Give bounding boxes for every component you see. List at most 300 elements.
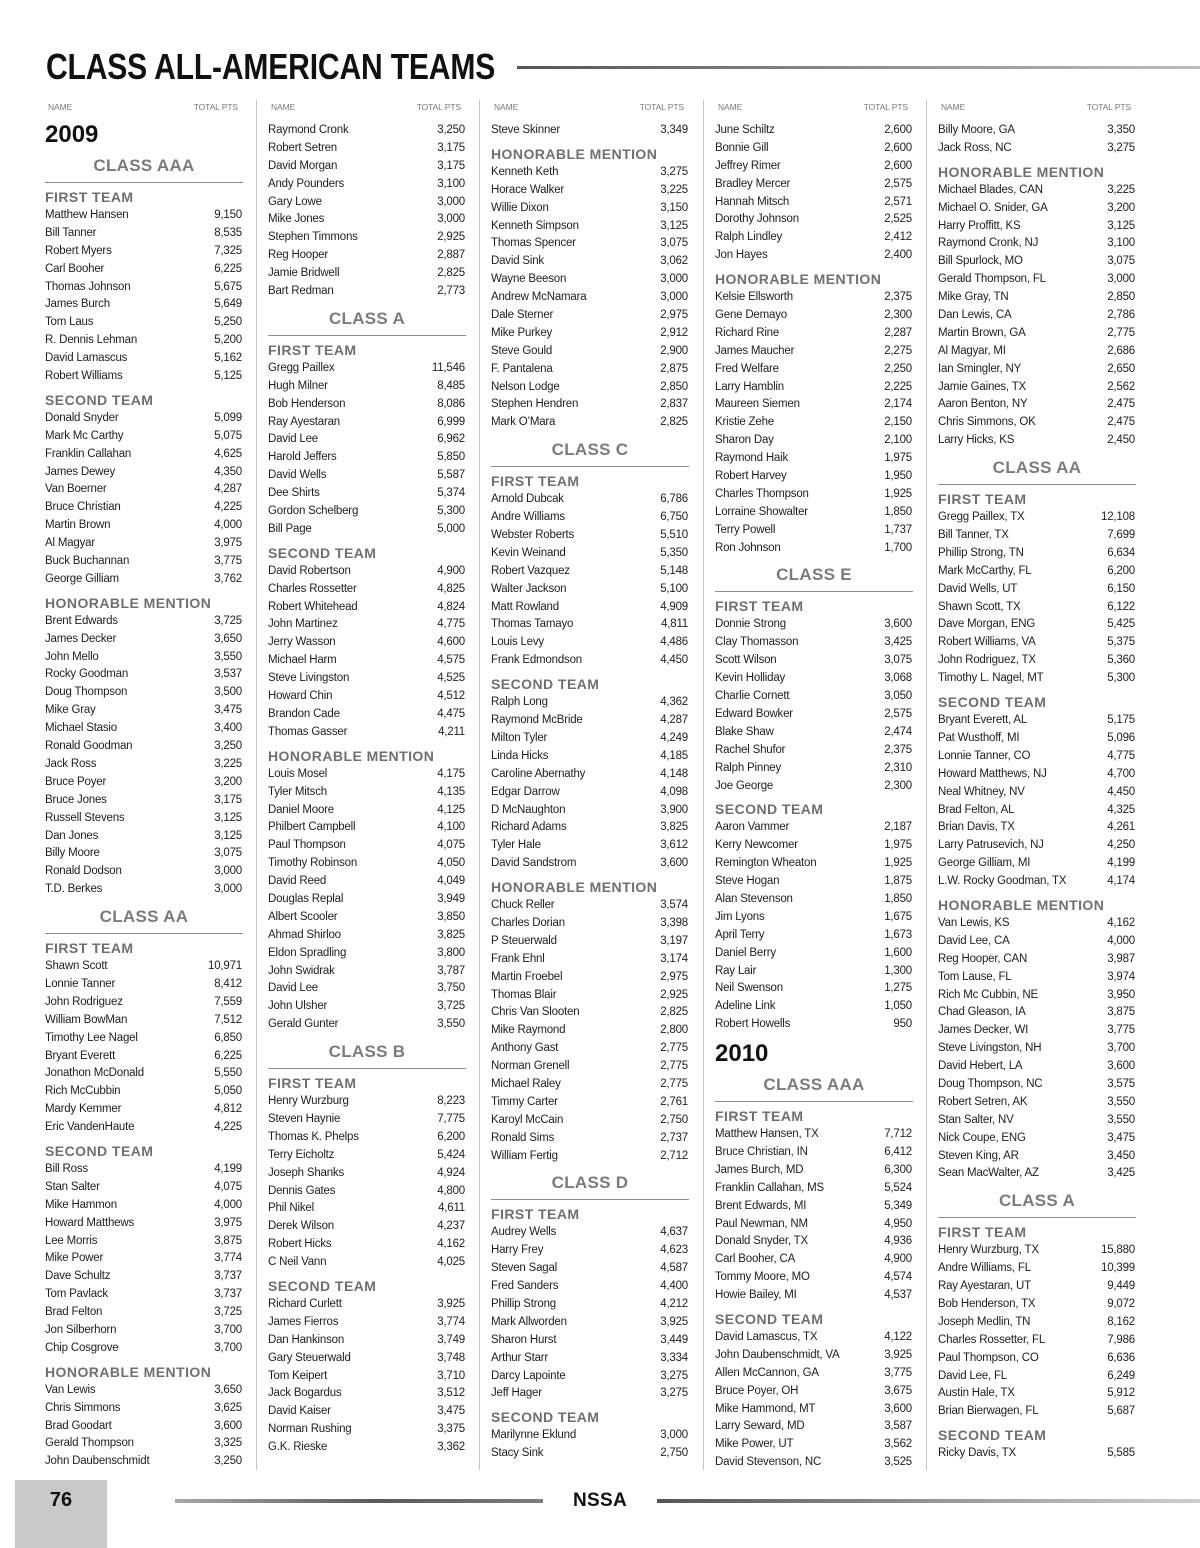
shooter-name: Michael Raley	[491, 1077, 561, 1090]
shooter-name: Raymond McBride	[491, 714, 583, 727]
total-points: 4,162	[437, 1238, 465, 1251]
shooter-name: Paul Thompson	[268, 839, 346, 852]
result-row	[938, 563, 1136, 581]
shooter-name: Doug Thompson	[45, 686, 128, 699]
shooter-name: Michael Harm	[268, 654, 337, 667]
result-row	[268, 855, 466, 873]
shooter-name: Jonathon McDonald	[45, 1067, 144, 1080]
result-row	[268, 1296, 466, 1314]
shooter-name: Arthur Starr	[491, 1351, 549, 1364]
shooter-name: Robert Harvey	[715, 470, 787, 483]
result-row	[45, 845, 243, 863]
shooter-name: Van Lewis	[45, 1383, 96, 1396]
result-row	[268, 766, 466, 784]
total-points: 4,199	[214, 1162, 242, 1175]
result-row	[45, 828, 243, 846]
shooter-name: Gary Lowe	[268, 195, 322, 208]
shooter-name: Donald Snyder	[45, 411, 119, 424]
result-row	[938, 616, 1136, 634]
shooter-name: F. Pantalena	[491, 362, 553, 375]
total-points: 7,325	[214, 244, 242, 257]
result-row	[938, 289, 1136, 307]
result-row	[268, 1200, 466, 1218]
total-points: 2,300	[884, 779, 912, 792]
shooter-name: Van Lewis, KS	[938, 916, 1010, 929]
shooter-name: Brent Edwards	[45, 614, 118, 627]
total-points: 4,075	[437, 839, 465, 852]
result-row	[45, 1161, 243, 1179]
shooter-name: Michael O. Snider, GA	[938, 201, 1048, 214]
result-row	[491, 694, 689, 712]
shooter-name: Eric VandenHaute	[45, 1121, 135, 1134]
shooter-name: Robert Vazquez	[491, 564, 570, 577]
result-row	[491, 379, 689, 397]
total-points: 3,400	[214, 722, 242, 735]
shooter-name: Ronald Sims	[491, 1131, 554, 1144]
result-row	[491, 802, 689, 820]
shooter-name: Harry Proffitt, KS	[938, 219, 1021, 232]
result-row	[268, 706, 466, 724]
result-row	[491, 218, 689, 236]
result-row	[491, 1242, 689, 1260]
total-points: 3,350	[1107, 124, 1135, 136]
shooter-name: James Burch	[45, 298, 110, 311]
result-row	[491, 987, 689, 1005]
result-row	[938, 509, 1136, 527]
total-points: 3,275	[660, 165, 688, 178]
total-points: 3,197	[660, 934, 688, 947]
total-points: 5,125	[214, 370, 242, 383]
result-row	[491, 200, 689, 218]
shooter-name: Chad Gleason, IA	[938, 1006, 1026, 1019]
team-heading: HONORABLE MENTION	[45, 1363, 212, 1380]
result-row	[938, 343, 1136, 361]
shooter-name: Mike Gray, TN	[938, 291, 1009, 304]
total-points: 3,450	[1107, 1149, 1135, 1162]
total-points: 4,162	[1107, 916, 1135, 929]
shooter-name: Brian Bierwagen, FL	[938, 1405, 1039, 1418]
result-row	[715, 1016, 913, 1034]
result-row	[45, 1233, 243, 1251]
column-3	[491, 100, 689, 1463]
total-points: 3,425	[884, 636, 912, 649]
shooter-name: Andre Williams	[491, 511, 565, 524]
shooter-name: G.K. Rieske	[268, 1441, 328, 1454]
shooter-name: Edward Bowker	[715, 707, 793, 720]
result-row	[715, 1198, 913, 1216]
total-points: 3,600	[660, 857, 688, 870]
result-row	[715, 706, 913, 724]
team-heading: SECOND TEAM	[268, 1277, 377, 1294]
total-points: 2,775	[660, 1060, 688, 1073]
shooter-name: Brad Felton	[45, 1306, 103, 1319]
shooter-name: Larry Hicks, KS	[938, 434, 1015, 447]
total-points: 4,824	[437, 600, 465, 613]
shooter-name: Lonnie Tanner, CO	[938, 749, 1031, 762]
total-points: 3,125	[1107, 219, 1135, 232]
total-points: 2,887	[437, 249, 465, 262]
total-points: 8,223	[437, 1095, 465, 1108]
result-row	[491, 784, 689, 802]
shooter-name: Carl Booher	[45, 262, 105, 275]
shooter-name: Doug Thompson, NC	[938, 1077, 1043, 1090]
result-row	[268, 909, 466, 927]
shooter-name: Ralph Pinney	[715, 761, 782, 774]
total-points: 3,775	[1107, 1024, 1135, 1037]
total-points: 4,574	[884, 1271, 912, 1284]
total-points: 3,000	[660, 273, 688, 286]
shooter-name: Douglas Replal	[268, 892, 344, 905]
shooter-name: Bill Tanner, TX	[938, 529, 1009, 542]
total-points: 1,975	[884, 839, 912, 852]
shooter-name: Gregg Paillex, TX	[938, 511, 1025, 524]
column-header	[715, 100, 913, 114]
total-points: 3,250	[214, 740, 242, 753]
total-points: 8,535	[214, 226, 242, 239]
result-row	[938, 140, 1136, 158]
result-row	[491, 1112, 689, 1130]
result-row	[715, 616, 913, 634]
result-row	[268, 927, 466, 945]
result-row	[268, 1254, 466, 1272]
total-points: 3,575	[1107, 1077, 1135, 1090]
total-points: 5,300	[1107, 672, 1135, 685]
total-points: 4,148	[660, 767, 688, 780]
result-row	[491, 289, 689, 307]
points-column-label: TOTAL PTS	[1086, 102, 1131, 112]
page-number: 76	[49, 1489, 73, 1511]
shooter-name: Gerald Thompson	[45, 1437, 134, 1450]
column-body	[268, 114, 466, 1457]
shooter-name: Tyler Mitsch	[268, 785, 327, 798]
shooter-name: Bryant Everett	[45, 1049, 116, 1062]
total-points: 5,374	[437, 487, 465, 500]
shooter-name: Wayne Beeson	[491, 273, 567, 286]
shooter-name: Clay Thomasson	[715, 636, 799, 649]
shooter-name: Tommy Moore, MO	[715, 1271, 810, 1284]
result-row	[715, 945, 913, 963]
shooter-name: Gregg Paillex	[268, 361, 335, 374]
result-row	[268, 1165, 466, 1183]
result-row	[938, 379, 1136, 397]
total-points: 4,287	[214, 483, 242, 496]
total-points: 4,775	[1107, 749, 1135, 762]
total-points: 2,800	[660, 1024, 688, 1037]
total-points: 4,625	[214, 447, 242, 460]
result-row	[45, 350, 243, 368]
points-column-label: TOTAL PTS	[416, 102, 461, 112]
shooter-name: Ian Smingler, NY	[938, 362, 1022, 375]
shooter-name: Richard Adams	[491, 821, 567, 834]
result-row	[268, 1236, 466, 1254]
total-points: 3,625	[214, 1401, 242, 1414]
total-points: 2,686	[1107, 344, 1135, 357]
total-points: 3,000	[437, 195, 465, 208]
total-points: 5,162	[214, 352, 242, 365]
result-row	[268, 1314, 466, 1332]
result-row	[268, 599, 466, 617]
column-header	[491, 100, 689, 114]
result-row	[938, 1332, 1136, 1350]
total-points: 5,096	[1107, 731, 1135, 744]
team-heading: SECOND TEAM	[715, 801, 824, 818]
result-row	[268, 1016, 466, 1034]
total-points: 2,775	[1107, 326, 1135, 339]
total-points: 3,200	[214, 775, 242, 788]
shooter-name: George Gilliam	[45, 572, 119, 585]
total-points: 3,975	[214, 537, 242, 550]
total-points: 5,250	[214, 316, 242, 329]
result-row	[938, 1368, 1136, 1386]
total-points: 2,300	[884, 309, 912, 322]
shooter-name: Bill Ross	[45, 1162, 88, 1175]
result-row	[938, 634, 1136, 652]
shooter-name: Neal Whitney, NV	[938, 785, 1025, 798]
result-row	[45, 517, 243, 535]
shooter-name: Tom Pavlack	[45, 1288, 108, 1301]
shooter-name: Dennis Gates	[268, 1184, 336, 1197]
shooter-name: Bryant Everett, AL	[938, 714, 1028, 727]
result-row	[268, 963, 466, 981]
result-row	[715, 450, 913, 468]
result-row	[938, 432, 1136, 450]
shooter-name: William BowMan	[45, 1013, 128, 1026]
shooter-name: Ahmad Shirloo	[268, 928, 341, 941]
total-points: 2,850	[660, 380, 688, 393]
result-row	[715, 1126, 913, 1144]
result-row	[715, 289, 913, 307]
result-row	[491, 1350, 689, 1368]
total-points: 4,211	[438, 725, 465, 738]
shooter-name: Maureen Siemen	[715, 398, 800, 411]
total-points: 2,825	[437, 267, 465, 280]
total-points: 4,600	[437, 636, 465, 649]
shooter-name: Kenneth Keth	[491, 165, 559, 178]
total-points: 2,600	[884, 124, 912, 136]
shooter-name: James Maucher	[715, 344, 795, 357]
result-row	[268, 891, 466, 909]
shooter-name: Steve Hogan	[715, 875, 780, 888]
shooter-name: Phillip Strong	[491, 1297, 556, 1310]
total-points: 3,525	[884, 1456, 912, 1469]
result-row	[715, 1162, 913, 1180]
total-points: 4,812	[214, 1103, 242, 1116]
shooter-name: Edgar Darrow	[491, 785, 560, 798]
result-row	[715, 1365, 913, 1383]
total-points: 3,925	[660, 1315, 688, 1328]
result-row	[491, 563, 689, 581]
total-points: 2,900	[660, 344, 688, 357]
shooter-name: Thomas K. Phelps	[268, 1130, 359, 1143]
shooter-name: Stan Salter	[45, 1180, 100, 1193]
result-row	[715, 396, 913, 414]
total-points: 5,360	[1107, 654, 1135, 667]
shooter-name: Howard Matthews, NJ	[938, 767, 1047, 780]
result-row	[45, 792, 243, 810]
result-row	[491, 652, 689, 670]
total-points: 3,068	[884, 672, 912, 685]
total-points: 4,122	[884, 1330, 912, 1343]
result-row	[715, 760, 913, 778]
result-row	[938, 1403, 1136, 1421]
result-row	[715, 307, 913, 325]
total-points: 3,225	[660, 183, 688, 196]
result-row	[715, 688, 913, 706]
result-row	[938, 235, 1136, 253]
column-body	[938, 114, 1136, 1463]
result-row	[491, 491, 689, 509]
shooter-name: David Lee	[268, 982, 318, 995]
result-row	[938, 1058, 1136, 1076]
total-points: 3,675	[884, 1384, 912, 1397]
result-row	[938, 670, 1136, 688]
result-row	[938, 122, 1136, 140]
result-row	[938, 253, 1136, 271]
shooter-name: Thomas Johnson	[45, 280, 131, 293]
total-points: 4,637	[660, 1226, 688, 1239]
result-row	[45, 1101, 243, 1119]
total-points: 3,737	[214, 1288, 242, 1301]
total-points: 2,474	[884, 725, 912, 738]
column-divider	[703, 100, 704, 1470]
result-row	[715, 837, 913, 855]
total-points: 3,600	[214, 1419, 242, 1432]
shooter-name: Darcy Lapointe	[491, 1369, 566, 1382]
shooter-name: Tom Keipert	[268, 1369, 328, 1382]
total-points: 2,761	[660, 1095, 688, 1108]
total-points: 4,350	[214, 465, 242, 478]
total-points: 4,250	[1107, 839, 1135, 852]
total-points: 3,250	[437, 124, 465, 136]
result-row	[715, 1383, 913, 1401]
total-points: 10,399	[1101, 1262, 1135, 1275]
team-heading: HONORABLE MENTION	[938, 896, 1105, 913]
result-row	[938, 712, 1136, 730]
result-row	[938, 1260, 1136, 1278]
result-row	[938, 545, 1136, 563]
shooter-name: Larry Patrusevich, NJ	[938, 839, 1044, 852]
result-row	[491, 1004, 689, 1022]
shooter-name: Arnold Dubcak	[491, 493, 564, 506]
result-row	[715, 873, 913, 891]
total-points: 1,950	[884, 470, 912, 483]
total-points: 3,349	[660, 124, 688, 136]
result-row	[268, 1385, 466, 1403]
total-points: 2,475	[1107, 416, 1135, 429]
total-points: 3,000	[437, 213, 465, 226]
total-points: 1,850	[884, 505, 912, 518]
total-points: 3,100	[437, 177, 465, 190]
total-points: 3,275	[1107, 141, 1135, 154]
result-row	[268, 1421, 466, 1439]
result-row	[45, 1268, 243, 1286]
result-row	[715, 379, 913, 397]
shooter-name: Robert Setren	[268, 141, 337, 154]
result-row	[45, 1400, 243, 1418]
result-row	[715, 211, 913, 229]
shooter-name: Adeline Link	[715, 1000, 776, 1013]
shooter-name: Bruce Poyer	[45, 775, 107, 788]
result-row	[491, 1076, 689, 1094]
result-row	[491, 182, 689, 200]
total-points: 5,675	[214, 280, 242, 293]
result-row	[268, 1147, 466, 1165]
total-points: 2,400	[884, 249, 912, 262]
total-points: 6,786	[660, 493, 688, 506]
total-points: 4,486	[660, 636, 688, 649]
shooter-name: Robert Williams, VA	[938, 636, 1036, 649]
total-points: 8,485	[437, 379, 465, 392]
title-rule	[517, 66, 1200, 69]
total-points: 6,750	[660, 511, 688, 524]
result-row	[268, 1093, 466, 1111]
shooter-name: Bruce Christian, IN	[715, 1145, 808, 1158]
total-points: 2,100	[884, 434, 912, 447]
shooter-name: Brandon Cade	[268, 707, 340, 720]
result-row	[45, 207, 243, 225]
result-row	[715, 468, 913, 486]
total-points: 4,000	[214, 519, 242, 532]
total-points: 3,650	[214, 1383, 242, 1396]
total-points: 3,750	[437, 982, 465, 995]
shooter-name: Mike Hammond, MT	[715, 1402, 816, 1415]
shooter-name: James Decker, WI	[938, 1024, 1029, 1037]
shooter-name: Andre Williams, FL	[938, 1262, 1031, 1275]
total-points: 7,986	[1107, 1333, 1135, 1346]
result-row	[45, 279, 243, 297]
shooter-name: Webster Roberts	[491, 529, 575, 542]
result-row	[938, 200, 1136, 218]
result-row	[938, 1094, 1136, 1112]
shooter-name: Martin Brown	[45, 519, 111, 532]
total-points: 3,500	[214, 686, 242, 699]
result-row	[491, 527, 689, 545]
shooter-name: Dorothy Johnson	[715, 213, 799, 226]
result-row	[45, 499, 243, 517]
result-row	[715, 1418, 913, 1436]
total-points: 2,225	[884, 380, 912, 393]
shooter-name: Billy Moore	[45, 847, 100, 860]
total-points: 2,773	[437, 285, 465, 298]
total-points: 9,150	[214, 209, 242, 221]
total-points: 2,150	[884, 416, 912, 429]
result-row	[715, 486, 913, 504]
result-row	[491, 1130, 689, 1148]
total-points: 2,750	[660, 1447, 688, 1460]
shooter-name: Stacy Sink	[491, 1447, 544, 1460]
total-points: 3,550	[1107, 1095, 1135, 1108]
team-heading: HONORABLE MENTION	[491, 145, 658, 162]
shooter-name: David Hebert, LA	[938, 1060, 1023, 1073]
result-row	[715, 819, 913, 837]
shooter-name: Timothy Robinson	[268, 857, 358, 870]
total-points: 3,737	[214, 1270, 242, 1283]
result-row	[715, 778, 913, 796]
total-points: 3,787	[437, 964, 465, 977]
shooter-name: Thomas Blair	[491, 988, 557, 1001]
result-row	[491, 1314, 689, 1332]
shooter-name: Richard Curlett	[268, 1297, 342, 1310]
result-row	[715, 1401, 913, 1419]
total-points: 3,775	[884, 1366, 912, 1379]
result-row	[268, 1368, 466, 1386]
result-row	[715, 652, 913, 670]
total-points: 4,049	[437, 875, 465, 888]
total-points: 5,510	[660, 529, 688, 542]
result-row	[268, 229, 466, 247]
result-row	[715, 1251, 913, 1269]
result-row	[938, 307, 1136, 325]
